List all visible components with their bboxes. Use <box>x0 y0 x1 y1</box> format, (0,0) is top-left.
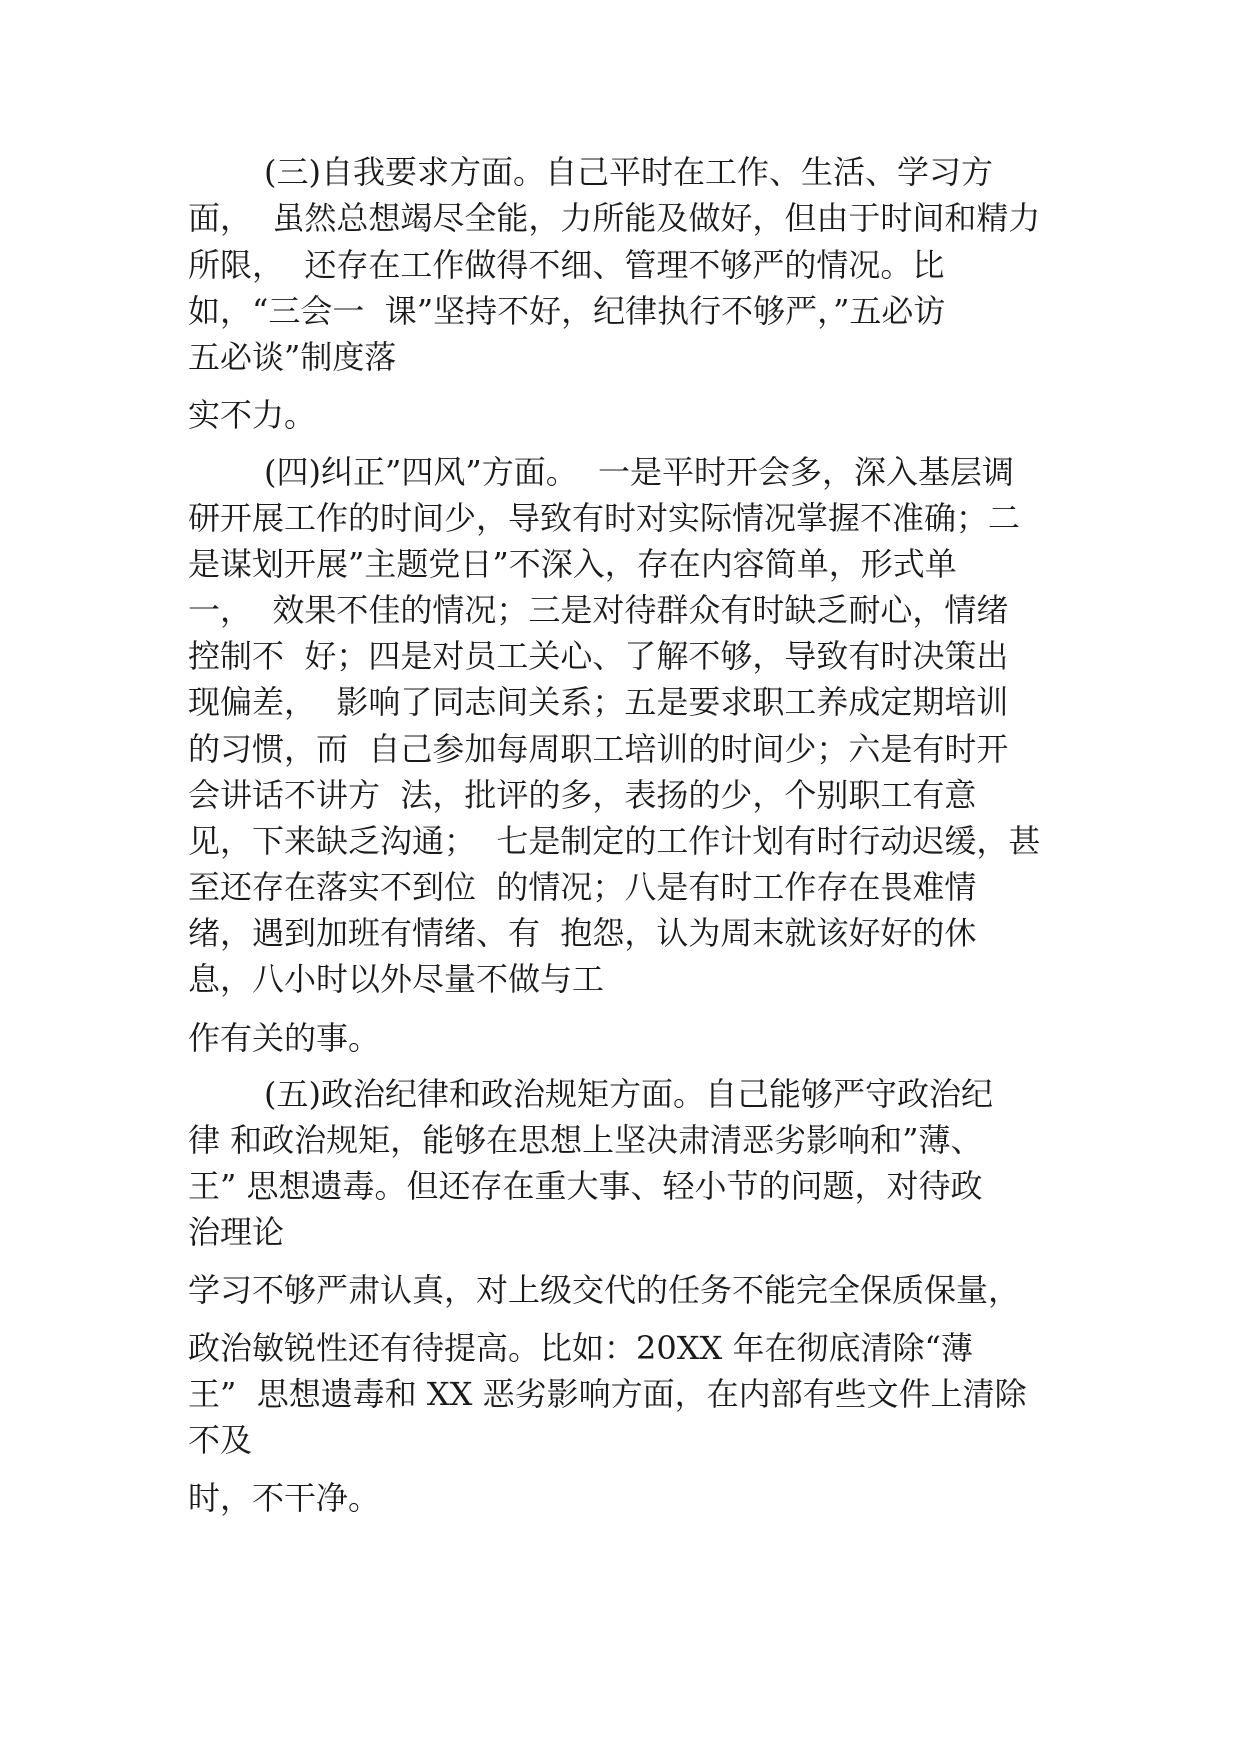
paragraph-line: 王” 思想遗毒。但还存在重大事、轻小节的问题，对待政 <box>188 1167 983 1205</box>
paragraph-line: 作有关的事。 <box>188 1019 381 1057</box>
paragraph-line: 不及 <box>188 1421 253 1459</box>
paragraph-line: 王” 思想遗毒和 XX 恶劣影响方面，在内部有些文件上清除 <box>188 1375 1027 1413</box>
paragraph-line: 息，八小时以外尽量不做与工 <box>188 960 605 998</box>
paragraph-line: 政治敏锐性还有待提高。比如：20XX 年在彻底清除“薄 <box>188 1329 973 1367</box>
paragraph-line: (五)政治纪律和政治规矩方面。自己能够严守政治纪 <box>264 1075 993 1113</box>
paragraph-line: 治理论 <box>188 1213 285 1251</box>
paragraph-line: 如，“三会一 课”坚持不好，纪律执行不够严，”五必访 <box>188 292 946 330</box>
paragraph-line: 一， 效果不佳的情况；三是对待群众有时缺乏耐心，情绪 <box>188 591 1009 629</box>
paragraph-line: 面， 虽然总想竭尽全能，力所能及做好，但由于时间和精力 <box>188 199 1041 237</box>
paragraph-line: (四)纠正”四风”方面。 一是平时开会多，深入基层调 <box>264 453 1015 491</box>
paragraph-line: 五必谈”制度落 <box>188 338 397 376</box>
paragraph-line: 学习不够严肃认真，对上级交代的任务不能完全保质保量， <box>188 1271 1021 1309</box>
paragraph-line: (三)自我要求方面。自己平时在工作、生活、学习方 <box>264 153 993 191</box>
paragraph-line: 控制不 好；四是对员工关心、了解不够，导致有时决策出 <box>188 637 1009 675</box>
paragraph-line: 是谋划开展”主题党日”不深入，存在内容简单，形式单 <box>188 545 957 583</box>
paragraph-line: 绪，遇到加班有情绪、有 抱怨，认为周末就该好好的休 <box>188 914 977 952</box>
paragraph-line: 现偏差， 影响了同志间关系；五是要求职工养成定期培训 <box>188 683 1009 721</box>
paragraph-line: 律 和政治规矩，能够在思想上坚决肃清恶劣影响和”薄、 <box>188 1121 983 1159</box>
paragraph-line: 研开展工作的时间少，导致有时对实际情况掌握不准确；二 <box>188 499 1021 537</box>
paragraph-line: 实不力。 <box>188 396 317 434</box>
paragraph-line: 的习惯，而 自己参加每周职工培训的时间少；六是有时开 <box>188 730 1009 768</box>
paragraph-line: 见，下来缺乏沟通； 七是制定的工作计划有时行动迟缓，甚 <box>188 822 1041 860</box>
paragraph-line: 至还存在落实不到位 的情况；八是有时工作存在畏难情 <box>188 868 977 906</box>
paragraph-line: 时，不干净。 <box>188 1479 381 1517</box>
paragraph-line: 所限， 还存在工作做得不细、管理不够严的情况。比 <box>188 246 945 284</box>
paragraph-line: 会讲话不讲方 法，批评的多，表扬的少，个别职工有意 <box>188 776 977 814</box>
